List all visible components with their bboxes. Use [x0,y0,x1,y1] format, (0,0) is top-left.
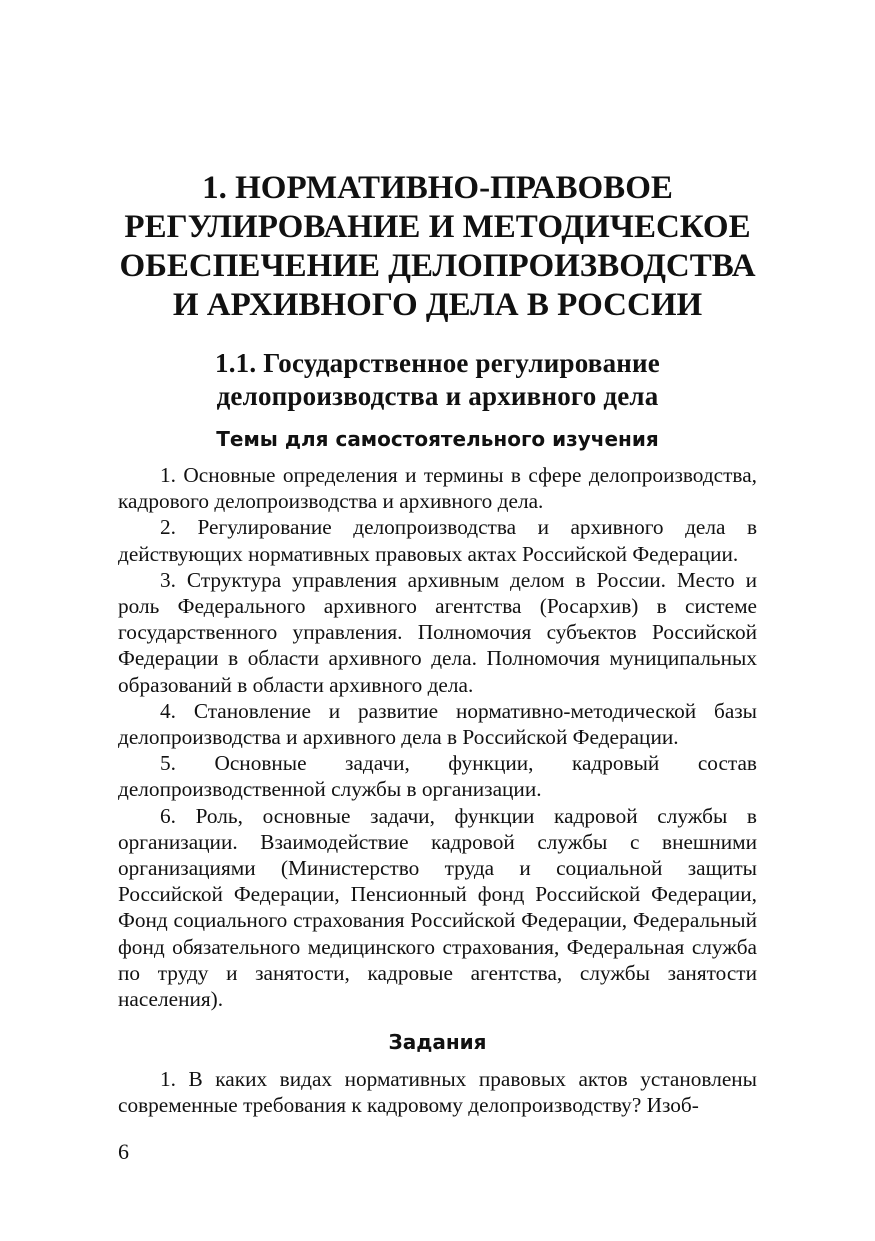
topic-item: 2. Регулирование делопроизводства и архивного дела в действующих нормативных правовых актах Российской Федерации. [118,515,757,566]
topics-heading: Темы для самостоятельного изучения [216,427,659,451]
chapter-title-line: 1. НОРМАТИВНО-ПРАВОВОЕ [202,170,673,206]
topics-list [118,462,757,1012]
chapter-title-line: ОБЕСПЕЧЕНИЕ ДЕЛОПРОИЗВОДСТВА [119,248,756,284]
topic-item: 3. Структура управления архивным делом в России. Место и роль Федерального архивного агентства (Росархив) в системе государственного управления. Полномочия субъектов Российской Федерации в области архивного дела. Полномочия муниципальных образований в области архивного дела. [118,567,757,697]
topic-item: 6. Роль, основные задачи, функции кадровой службы в организации. Взаимодействие кадровой службы с внешними организациями (Министерство труда и социальной защиты Российской Федерации, Пенсионный фонд Российской Федерации, Фонд социального страхования Российской Федерации, Федеральный фонд обязательного медицинского страхования, Федеральная служба по труду и занятости, кадровые агентства, службы занятости населения). [118,803,757,1012]
topic-item: 1. Основные определения и термины в сфере делопроизводства, кадрового делопроизводства и архивного дела. [118,463,757,514]
section-title [100,347,775,413]
section-title-line: делопроизводства и архивного дела [216,381,659,411]
tasks-list [118,1066,757,1118]
topic-item: 5. Основные задачи, функции, кадровый состав делопроизводственной службы в организации. [118,751,757,802]
page-number: 6 [118,1139,129,1164]
section-title-line: 1.1. Государственное регулирование [215,348,660,378]
chapter-title [100,169,775,325]
chapter-title-line: И АРХИВНОГО ДЕЛА В РОССИИ [172,287,703,323]
tasks-heading: Задания [388,1030,487,1054]
topic-item: 4. Становление и развитие нормативно-методической базы делопроизводства и архивного дела в Российской Федерации. [118,698,757,750]
task-item: 1. В каких видах нормативных правовых актов установлены современные требования к кадровому делопроизводству? Изоб- [118,1067,757,1118]
chapter-title-line: РЕГУЛИРОВАНИЕ И МЕТОДИЧЕСКОЕ [124,209,751,245]
